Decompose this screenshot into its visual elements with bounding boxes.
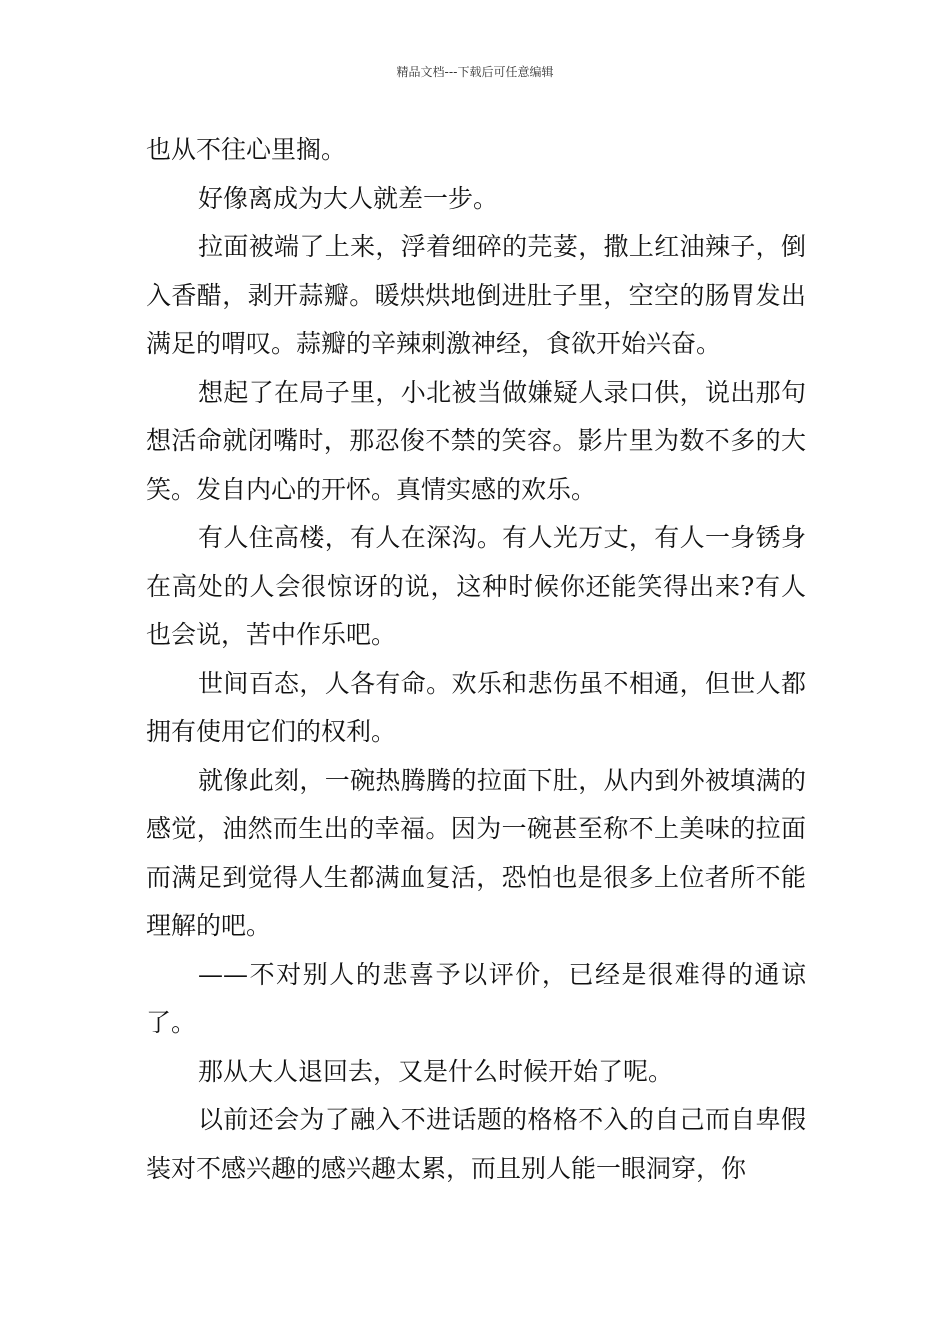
- paragraph-4: 想起了在局子里，小北被当做嫌疑人录口供，说出那句想活命就闭嘴时，那忍俊不禁的笑容。影片里为数不多的大笑。发自内心的开怀。真情实感的欢乐。: [146, 377, 806, 504]
- document-body: [146, 126, 806, 1193]
- paragraph-2: 好像离成为大人就差一步。: [198, 183, 499, 213]
- paragraph-9: 那从大人退回去，又是什么时候开始了呢。: [198, 1056, 674, 1086]
- paragraph-10: 以前还会为了融入不进话题的格格不入的自己而自卑假装对不感兴趣的感兴趣太累，而且别人能一眼洞穿，你: [146, 1105, 806, 1183]
- paragraph-1: 也从不往心里搁。: [146, 135, 347, 164]
- paragraph-5: 有人住高楼，有人在深沟。有人光万丈，有人一身锈身在高处的人会很惊讶的说，这种时候你还能笑得出来?有人也会说，苦中作乐吧。: [146, 523, 806, 649]
- paragraph-6: 世间百态，人各有命。欢乐和悲伤虽不相通，但世人都拥有使用它们的权利。: [146, 668, 806, 746]
- paragraph-8: ——不对别人的悲喜予以评价，已经是很难得的通谅了。: [146, 959, 806, 1037]
- page-header: 精品文档---下载后可任意编辑: [396, 65, 554, 79]
- paragraph-3: 拉面被端了上来，浮着细碎的芫荽，撒上红油辣子，倒入香醋，剥开蒜瓣。暖烘烘地倒进肚子里，空空的肠胃发出满足的喟叹。蒜瓣的辛辣刺激神经，食欲开始兴奋。: [146, 232, 806, 358]
- paragraph-7: 就像此刻，一碗热腾腾的拉面下肚，从内到外被填满的感觉，油然而生出的幸福。因为一碗甚至称不上美味的拉面而满足到觉得人生都满血复活，恐怕也是很多上位者所不能理解的吧。: [146, 765, 806, 940]
